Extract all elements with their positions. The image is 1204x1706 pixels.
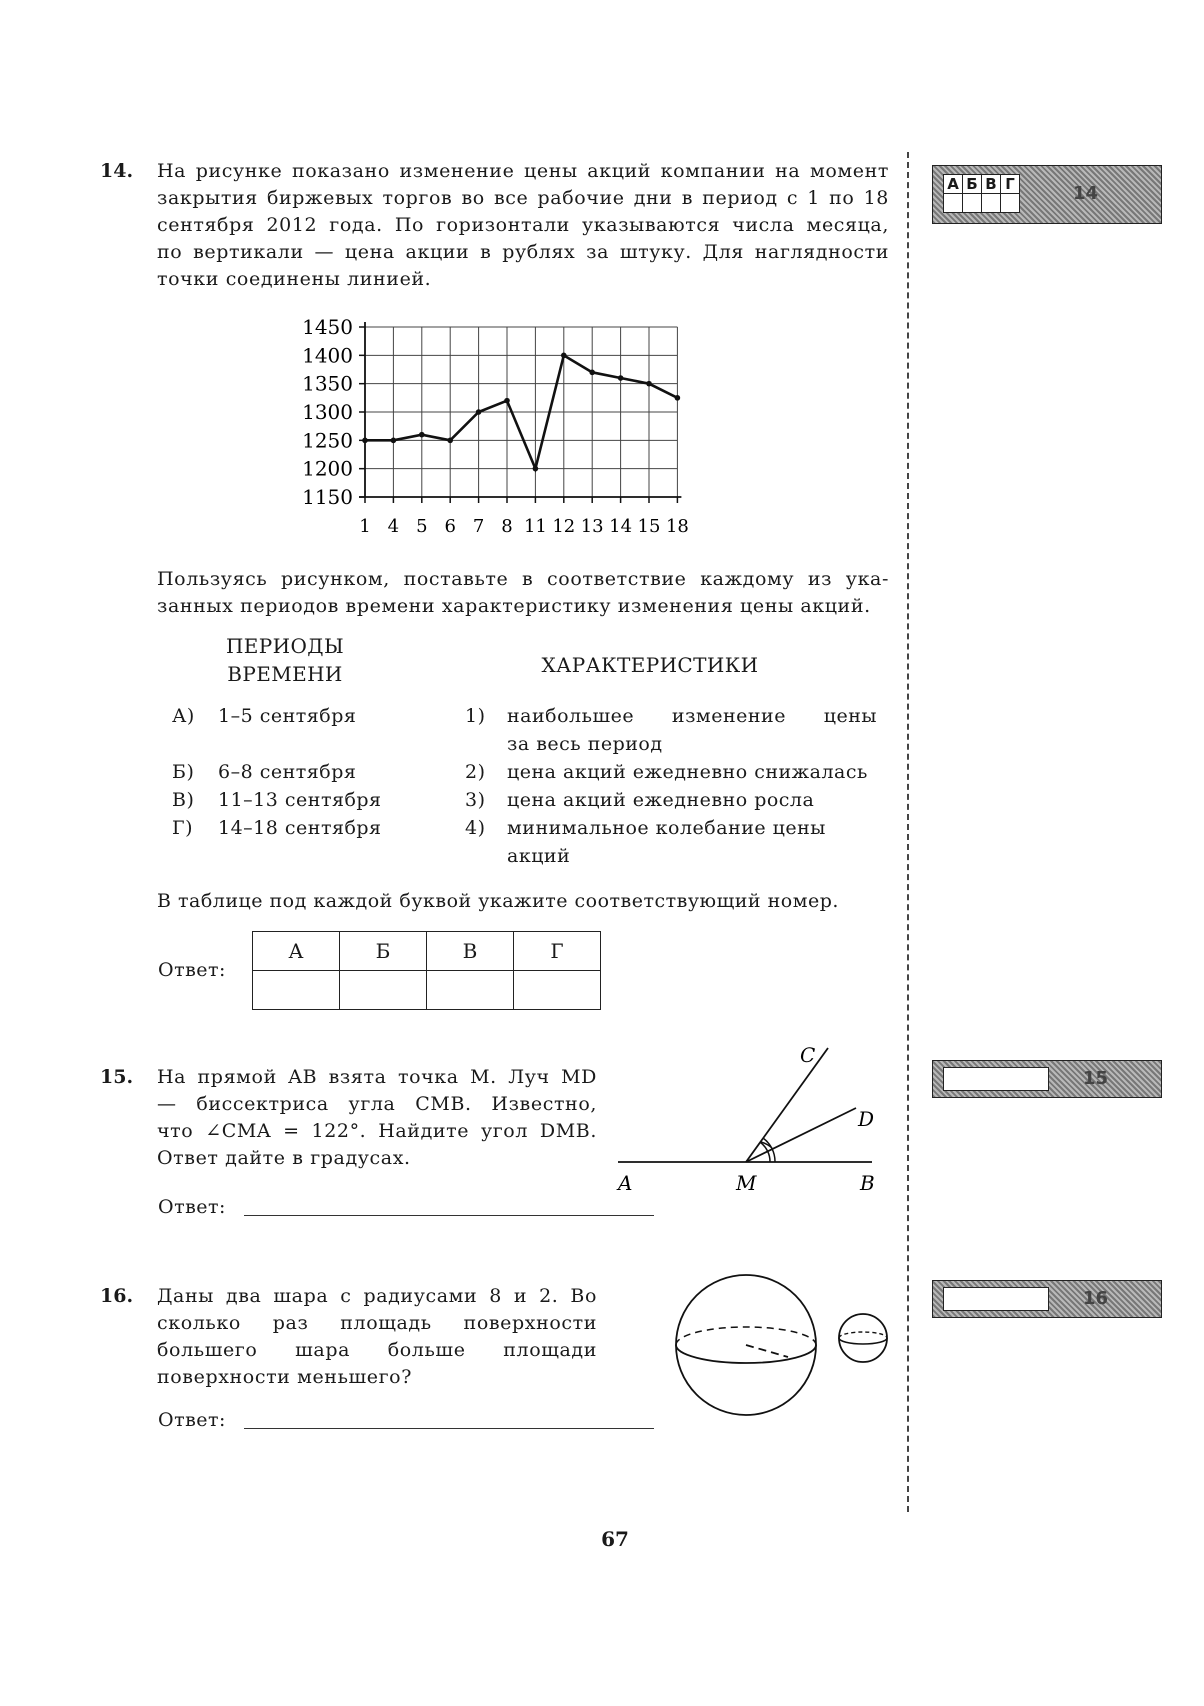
chart-y-tick-label: 1350 (302, 371, 353, 396)
answer-cell[interactable] (253, 971, 340, 1010)
point-c-label: C (800, 1043, 816, 1067)
characteristic-number: 2) (465, 761, 486, 783)
large-equator-back (676, 1327, 816, 1345)
q14-instruction-line: Пользуясь рисунком, поставьте в соответствие каждому из ука- (157, 568, 889, 590)
chart-data-point (447, 438, 453, 444)
side-input-cell[interactable] (962, 193, 982, 213)
table-instruction: В таблице под каждой буквой укажите соответствующий номер. (157, 890, 839, 912)
q14-text (157, 158, 889, 293)
ray-md (746, 1108, 856, 1162)
side-input-cell[interactable] (981, 193, 1001, 213)
chart-x-tick-label: 8 (501, 516, 513, 537)
q14-text-line: точки соединены линией. (157, 268, 432, 290)
chart-x-tick-label: 12 (552, 516, 576, 537)
q16-answer-label: Ответ: (158, 1409, 226, 1431)
page-number: 67 (601, 1527, 629, 1551)
chart-data-point (589, 370, 595, 376)
chart-y-tick-label: 1150 (302, 485, 353, 509)
chart-x-tick-label: 14 (609, 516, 633, 537)
stock-price-chart (270, 312, 710, 547)
side-answer-box-15 (932, 1060, 1162, 1098)
answer-column-header: Б (340, 932, 427, 971)
characteristic-number: 4) (465, 817, 486, 839)
chart-y-tick-labels (302, 315, 353, 509)
chart-data-point (646, 381, 652, 387)
characteristic-number: 1) (465, 705, 486, 727)
small-equator-front (839, 1338, 887, 1344)
characteristic-number: 3) (465, 789, 486, 811)
ray-mc (746, 1048, 828, 1162)
q15-text-line: — биссектриса угла CMB. Известно, (157, 1093, 597, 1115)
chart-x-tick-label: 13 (580, 516, 604, 537)
side-answer-box-14 (932, 165, 1162, 224)
answer-column-header: Г (514, 932, 601, 971)
answer-cell[interactable] (514, 971, 601, 1010)
q15-text-line: что ∠CMA = 122°. Найдите угол DMB. (157, 1120, 597, 1142)
chart-y-tick-label: 1300 (302, 400, 353, 424)
q14-text-line: сентября 2012 года. По горизонтали указываются числа месяца, (157, 214, 889, 236)
characteristic-text: цена акций ежедневно снижалась (507, 761, 868, 783)
chart-x-tick-label: 6 (444, 516, 456, 537)
side-input-field[interactable] (943, 1067, 1049, 1091)
side-input-cell[interactable] (1000, 193, 1020, 213)
characteristic-text: за весь период (507, 733, 663, 755)
period-text: 11–13 сентября (218, 789, 382, 811)
q14-text-line: закрытия биржевых торгов во все рабочие дни в период с 1 по 18 (157, 187, 889, 209)
chart-data-point (533, 466, 539, 472)
q16-answer-line[interactable] (244, 1408, 654, 1429)
large-equator-front (676, 1345, 816, 1363)
periods-header (200, 632, 370, 688)
spheres-figure (670, 1265, 900, 1425)
answer-label: Ответ: (158, 959, 226, 981)
chart-x-tick-labels (359, 516, 689, 537)
period-text: 1–5 сентября (218, 705, 357, 727)
characteristic-text: минимальное колебание цены (507, 817, 826, 839)
chart-x-tick-label: 7 (472, 516, 485, 537)
chart-x-tick-label: 4 (387, 516, 400, 537)
small-sphere (839, 1314, 887, 1362)
chart-data-point (391, 438, 397, 444)
q16-text-line: большего шара больше площади (157, 1339, 597, 1361)
point-d-label: D (858, 1107, 875, 1131)
answer-column-header: А (253, 932, 340, 971)
side-cell: В (981, 174, 1001, 194)
q15-text-line: На прямой AB взята точка M. Луч MD (157, 1066, 597, 1088)
q14-text-line: по вертикали — цена акции в рублях за штуку. Для наглядности (157, 241, 889, 263)
side-answer-box-16 (932, 1280, 1162, 1318)
side-cell: Г (1000, 174, 1020, 194)
q16-text-line: Даны два шара с радиусами 8 и 2. Во (157, 1285, 597, 1307)
characteristic-text: акций (507, 845, 571, 867)
chart-x-tick-label: 18 (665, 516, 689, 537)
period-letter: Б) (172, 761, 195, 783)
q16-text-line: поверхности меньшего? (157, 1366, 412, 1388)
side-box-number: 14 (1073, 183, 1099, 204)
large-radius (746, 1345, 788, 1357)
chart-data-point (362, 438, 368, 444)
q15-text-line: Ответ дайте в градусах. (157, 1147, 411, 1169)
angle-figure (610, 1040, 880, 1200)
answer-table (252, 931, 601, 1010)
chart-x-tick-label: 15 (637, 516, 661, 537)
q14-text-line: На рисунке показано изменение цены акций компании на момент (157, 160, 889, 182)
side-cell: А (943, 174, 963, 194)
side-box-number: 16 (1083, 1288, 1109, 1309)
chart-data-point (419, 432, 425, 438)
q16-number: 16. (100, 1285, 134, 1307)
side-cell: Б (962, 174, 982, 194)
point-m-label: M (736, 1171, 757, 1195)
chart-data-point (675, 395, 681, 401)
chart-grid (365, 327, 677, 497)
small-equator-back (839, 1332, 887, 1338)
characteristic-text: цена акций ежедневно росла (507, 789, 815, 811)
answer-cell[interactable] (340, 971, 427, 1010)
chart-data-point (618, 375, 624, 381)
periods-header-line: ВРЕМЕНИ (227, 662, 343, 686)
characteristic-text: наибольшее изменение цены (507, 705, 877, 727)
chart-y-tick-label: 1250 (302, 428, 353, 453)
answer-cell[interactable] (427, 971, 514, 1010)
periods-header-line: ПЕРИОДЫ (225, 634, 345, 658)
chart-x-tick-label: 11 (523, 516, 547, 537)
period-letter: А) (172, 705, 195, 727)
side-input-cell[interactable] (943, 193, 963, 213)
point-a-label: A (618, 1171, 633, 1195)
q16-text (157, 1283, 597, 1391)
q15-number: 15. (100, 1066, 134, 1088)
period-letter: В) (172, 789, 195, 811)
q15-text (157, 1064, 597, 1172)
q14-number: 14. (100, 160, 134, 182)
q14-instruction-line: занных периодов времени характеристику изменения цены акций. (157, 595, 871, 617)
chart-x-tick-label: 1 (359, 516, 371, 537)
chart-y-tick-label: 1200 (302, 456, 353, 481)
chart-y-tick-label: 1400 (302, 343, 353, 368)
q15-answer-line[interactable] (244, 1195, 654, 1216)
cut-line (907, 152, 909, 1512)
chart-data-point (504, 398, 510, 404)
characteristics-header: ХАРАКТЕРИСТИКИ (541, 653, 759, 677)
period-letter: Г) (172, 817, 193, 839)
point-b-label: B (860, 1171, 875, 1195)
q15-answer-label: Ответ: (158, 1196, 226, 1218)
period-text: 14–18 сентября (218, 817, 382, 839)
side-box-number: 15 (1083, 1068, 1109, 1089)
chart-data-point (476, 409, 482, 415)
q14-instruction (157, 566, 889, 620)
period-text: 6–8 сентября (218, 761, 357, 783)
side-input-field[interactable] (943, 1287, 1049, 1311)
answer-column-header: В (427, 932, 514, 971)
q16-text-line: сколько раз площадь поверхности (157, 1312, 597, 1334)
chart-data-point (561, 353, 567, 359)
chart-y-tick-label: 1450 (302, 315, 353, 339)
chart-x-tick-label: 5 (416, 516, 428, 537)
